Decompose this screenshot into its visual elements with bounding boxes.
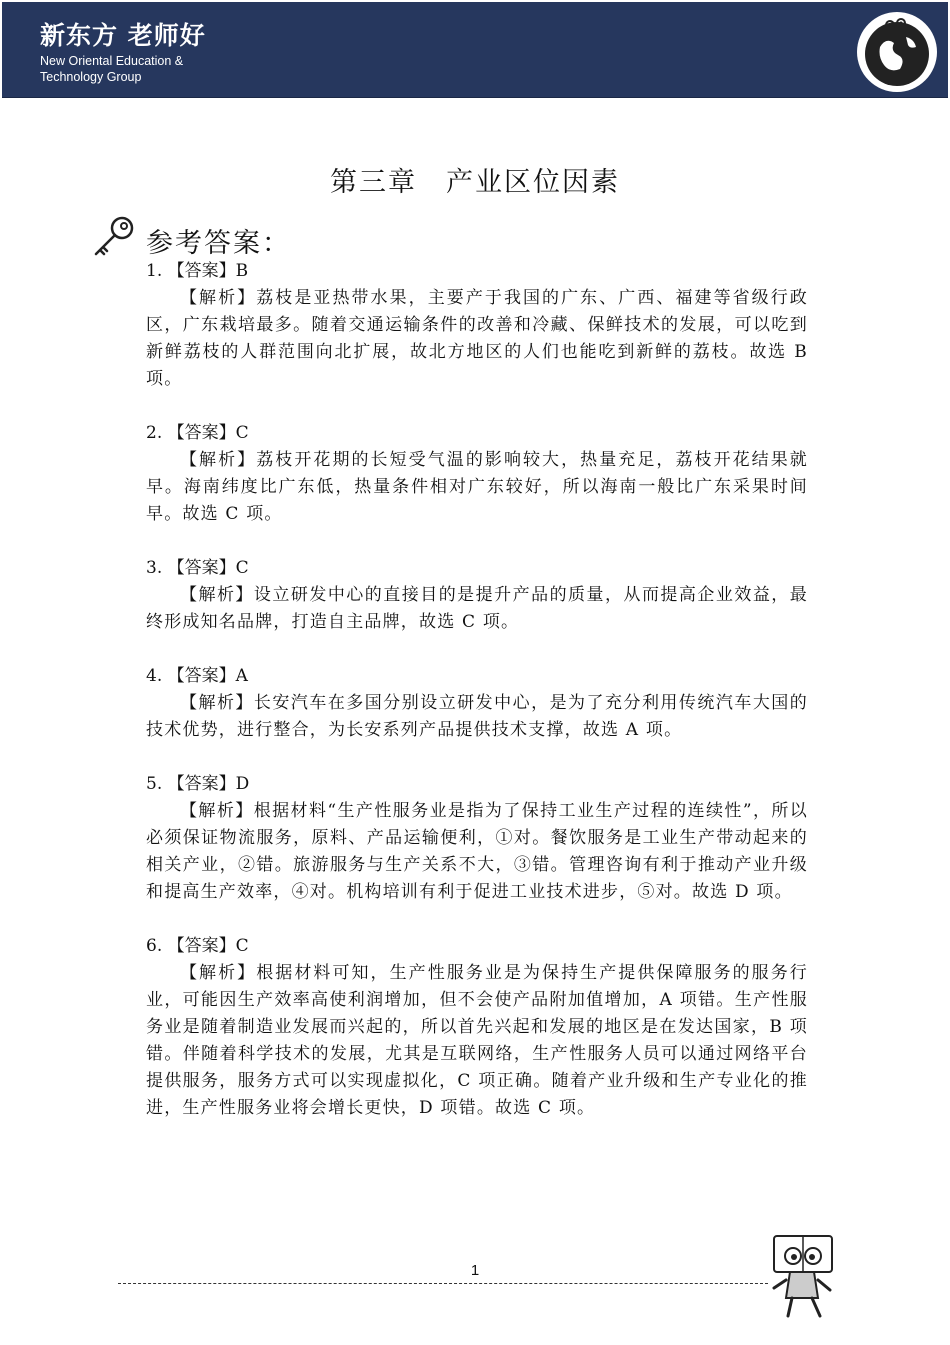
explanation-text: 【解析】根据材料可知，生产性服务业是为保持生产提供保障服务的服务行业，可能因生产效率高使利润增加，但不会使产品附加值增加，A 项错。生产性服务业是随着制造业发展而兴起的，所以首先兴起和发展的地区是在发达国家，B 项错。伴随着科学技术的发展，尤其是互联网络，生产性服务人员可以通过网络平台提供服务，服务方式可以实现虚拟化，C 项正确。随着产业升级和生产专业化的推进，生产性服务业将会增长更快，D 项错。故选 C 项。 [146, 963, 808, 1118]
page-header [2, 2, 948, 98]
answer-line: 5. 【答案】D [146, 774, 250, 794]
brand-en-line2: Technology Group [40, 70, 142, 84]
answers-heading: 参考答案： [146, 228, 291, 259]
mascot-logo-icon [854, 7, 940, 93]
explanation-text: 【解析】长安汽车在多国分别设立研发中心，是为了充分利用传统汽车大国的技术优势，进行整合，为长安系列产品提供技术支撑，故选 A 项。 [146, 693, 808, 740]
answer-item [146, 663, 808, 744]
answer-item [146, 933, 808, 1122]
answer-line: 1. 【答案】B [146, 261, 249, 281]
answer-line: 2. 【答案】C [146, 423, 249, 443]
explanation-text: 【解析】设立研发中心的直接目的是提升产品的质量，从而提高企业效益，最终形成知名品牌，打造自主品牌，故选 C 项。 [146, 585, 808, 632]
answer-line: 3. 【答案】C [146, 558, 249, 578]
explanation-text: 【解析】荔枝开花期的长短受气温的影响较大，热量充足，荔枝开花结果就早。海南纬度比广东低，热量条件相对广东较好，所以海南一般比广东采果时间早。故选 C 项。 [146, 450, 808, 524]
explanation-text: 【解析】根据材料“生产性服务业是指为了保持工业生产过程的连续性”，所以必须保证物流服务，原料、产品运输便利，①对。餐饮服务是工业生产带动起来的相关产业，②错。旅游服务与生产关系不大，③错。管理咨询有利于推动产业升级和提高生产效率，④对。机构培训有利于促进工业技术进步，⑤对。故选 D 项。 [146, 801, 808, 902]
answer-list [146, 258, 808, 1149]
reading-mascot-icon [768, 1232, 838, 1320]
brand-name-cn: 新东方 老师好 [40, 21, 206, 50]
answer-item [146, 420, 808, 528]
answer-line: 6. 【答案】C [146, 936, 249, 956]
brand-name-en [40, 53, 183, 85]
page-number: 1 [470, 1262, 480, 1279]
answer-item [146, 258, 808, 393]
answer-item [146, 555, 808, 636]
chapter-title: 第三章 产业区位因素 [330, 167, 620, 198]
brand-en-line1: New Oriental Education & [40, 54, 184, 68]
answer-line: 4. 【答案】A [146, 666, 248, 686]
explanation-text: 【解析】荔枝是亚热带水果，主要产于我国的广东、广西、福建等省级行政区，广东栽培最多。随着交通运输条件的改善和冷藏、保鲜技术的发展，可以吃到新鲜荔枝的人群范围向北扩展，故北方地区的人们也能吃到新鲜的荔枝。故选 B 项。 [146, 288, 808, 389]
answer-item [146, 771, 808, 906]
footer-divider [118, 1283, 768, 1284]
key-icon [90, 214, 136, 260]
